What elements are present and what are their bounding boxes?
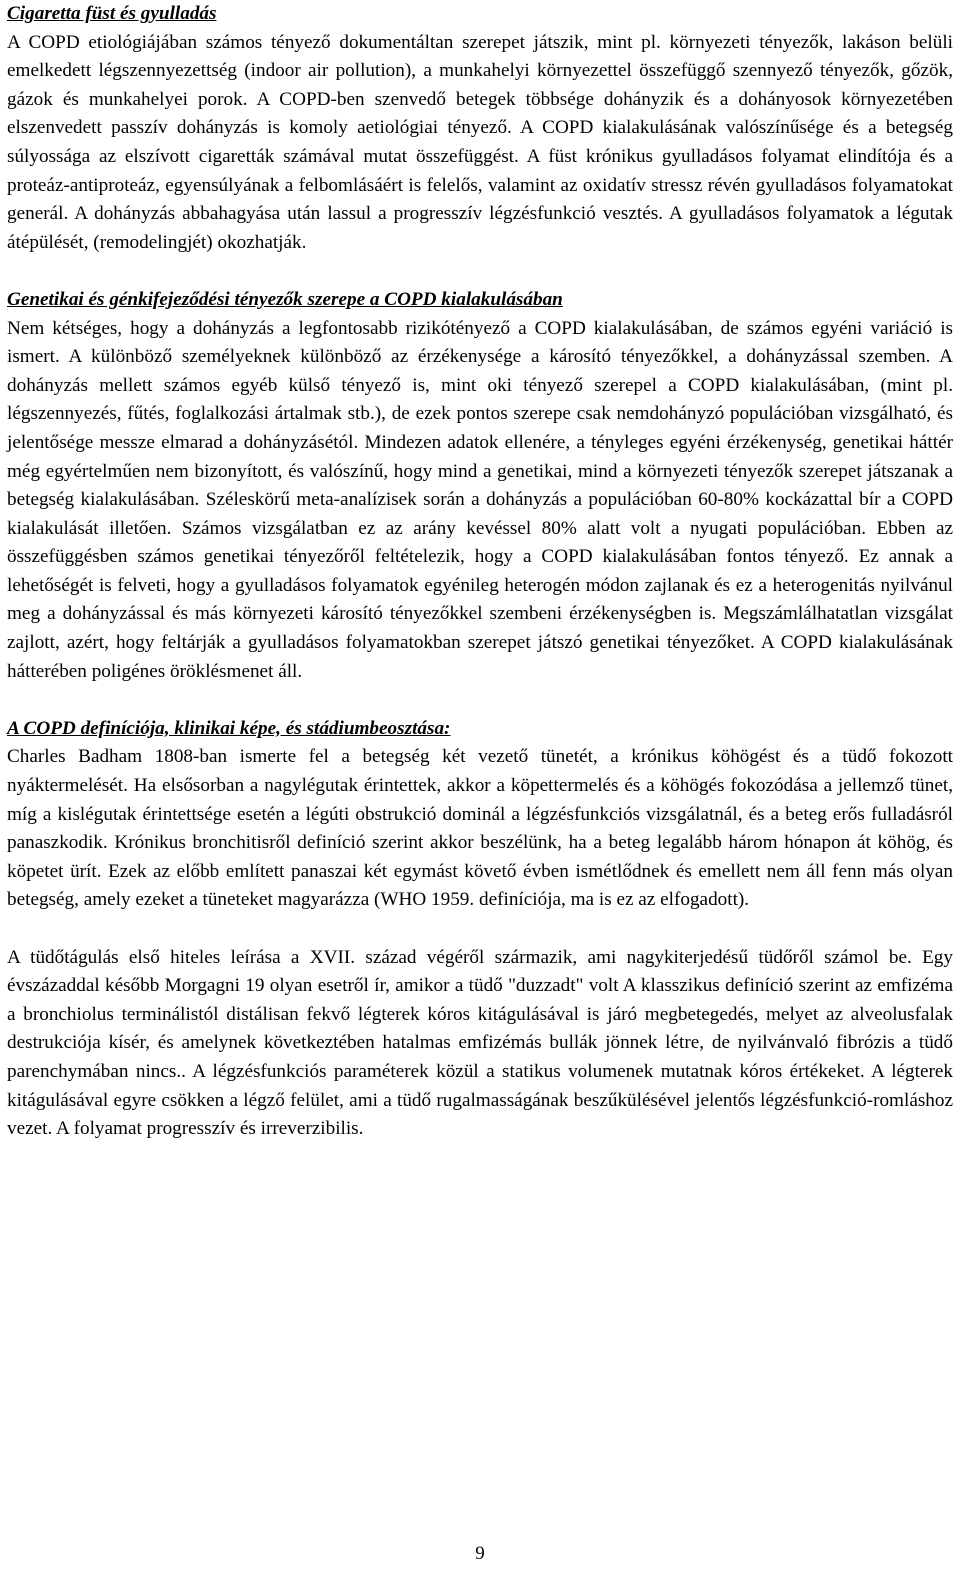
section-paragraph: A tüdőtágulás első hiteles leírása a XVII. század végéről származik, ami nagykiterjedésű tüdőről számol be. Egy évszázaddal később Morgagni 19 olyan esetről ír, amikor a tüdő "duzzadt" volt A klasszikus definíció szerint az emfizéma a bronchiolus terminálistól distálisan fekvő légterek kóros kitágulásával is járó megbetegedés, melyet az alveolusfalak destrukciója kísér, és amelynek következtében hatalmas emfizémás bullák jönnek létre, de nyilvánvaló fibrózis a tüdő parenchymában nincs.. A légzésfunkciós paraméterek közül a statikus volumenek mutatnak kóros értékeket. A légterek kitágulásával egyre csökken a légző felület, ami a tüdő rugalmasságának beszűkülésével jelentős légzésfunkció-romláshoz vezet. A folyamat progresszív és irreverzibilis. <box>7 946 953 1140</box>
section-paragraph: A COPD etiológiájában számos tényező dokumentáltan szerepet játszik, mint pl. környezeti tényezők, lakáson belüli emelkedett légszennyezettség (indoor air pollution), a munkahelyi környezettel összefüggő szennyező tényezők, gőzök, gázok és munkahelyei porok. A COPD-ben szenvedő betegek többsége dohányzik és a dohányosok környezetében elszenvedett passzív dohányzás is komoly aetiológiai tényező. A COPD kialakulásának valószínűsége és a betegség súlyossága az elszívott cigaretták számával mutat összefüggést. A füst krónikus gyulladásos folyamat elindítója és a proteáz-antiproteáz, egyensúlyának a felbomlásáért is felelős, valamint az oxidatív stressz révén gyulladásos folyamatokat generál. A dohányzás abbahagyása után lassul a progresszív légzésfunkció vesztés. A gyulladásos folyamatok a légutak átépülését, (remodelingjét) okozhatják. <box>7 31 953 253</box>
section-smoke-inflammation <box>7 0 953 257</box>
paragraph-spacer <box>7 915 953 944</box>
section-heading: Cigaretta füst és gyulladás <box>7 3 217 24</box>
document-page <box>7 0 953 1144</box>
section-paragraph: Nem kétséges, hogy a dohányzás a legfontosabb rizikótényező a COPD kialakulásában, de számos egyéni variáció is ismert. A különböző személyeknek különböző az érzékenysége a károsító tényezőkkel, a dohányzással szemben. A dohányzás mellett számos egyéb külső tényező is, mint oki tényező szerepel a COPD kialakulásában, (mint pl. légszennyezés, fűtés, foglalkozási ártalmak stb.), de ezek pontos szerepe csak nemdohányzó populációban vizsgálható, és jelentősége messze elmarad a dohányzásétól. Mindezen adatok ellenére, a tényleges egyéni érzékenység, genetikai háttér még egyértelműen nem bizonyított, és valószínű, hogy mind a genetikai, mind a környezeti tényezők szerepet játszanak a betegség kialakulásában. Széleskörű meta-analízisek során a dohányzás a populációban 60-80% kockázattal bír a COPD kialakulását illetően. Számos vizsgálatban ez az arány kevéssel 80% alatt volt a nyugati populációban. Ebben az összefüggésben számos genetikai tényezőről feltételezik, hogy a COPD kialakulásában fontos tényező. Ez annak a lehetőségét is felveti, hogy a gyulladásos folyamatok egyénileg heterogén módon zajlanak és ez a heterogenitás nyilvánul meg a dohányzással és más környezeti károsító tényezőkkel szembeni érzékenységben is. Megszámlálhatatlan vizsgálat zajlott, azért, hogy feltárják a gyulladásos folyamatokban szerepet játszó genetikai tényezőket. A COPD kialakulásának hátterében poligénes öröklésmenet áll. <box>7 317 953 682</box>
section-spacer <box>7 257 953 286</box>
section-paragraph: Charles Badham 1808-ban ismerte fel a betegség két vezető tünetét, a krónikus köhögést és a tüdő fokozott nyáktermelését. Ha elsősorban a nagylégutak érintettek, akkor a köpettermelés és a köhögés fokozódása a jellemző tünet, míg a kislégutak érintettsége esetén a légúti obstrukció dominál a légzésfunkciós vizsgálatnál, és a beteg erős fulladásról panaszkodik. Krónikus bronchitisről definíció szerint akkor beszélünk, ha a beteg legalább három hónapon át köhög, és köpetet ürít. Ezek az előbb említett panaszai két egymást követő évben ismétlődnek és emellett nem áll fenn más olyan betegség, amely ezeket a tüneteket magyarázza (WHO 1959. definíciója, ma is ez az elfogadott). <box>7 746 953 911</box>
section-genetic-factors <box>7 286 953 686</box>
section-spacer <box>7 686 953 715</box>
section-copd-definition <box>7 715 953 1144</box>
section-heading: A COPD definíciója, klinikai képe, és stádiumbeosztása: <box>7 717 451 739</box>
page-number: 9 <box>475 1543 485 1564</box>
section-heading: Genetikai és génkifejeződési tényezők szerepe a COPD kialakulásában <box>7 288 563 310</box>
